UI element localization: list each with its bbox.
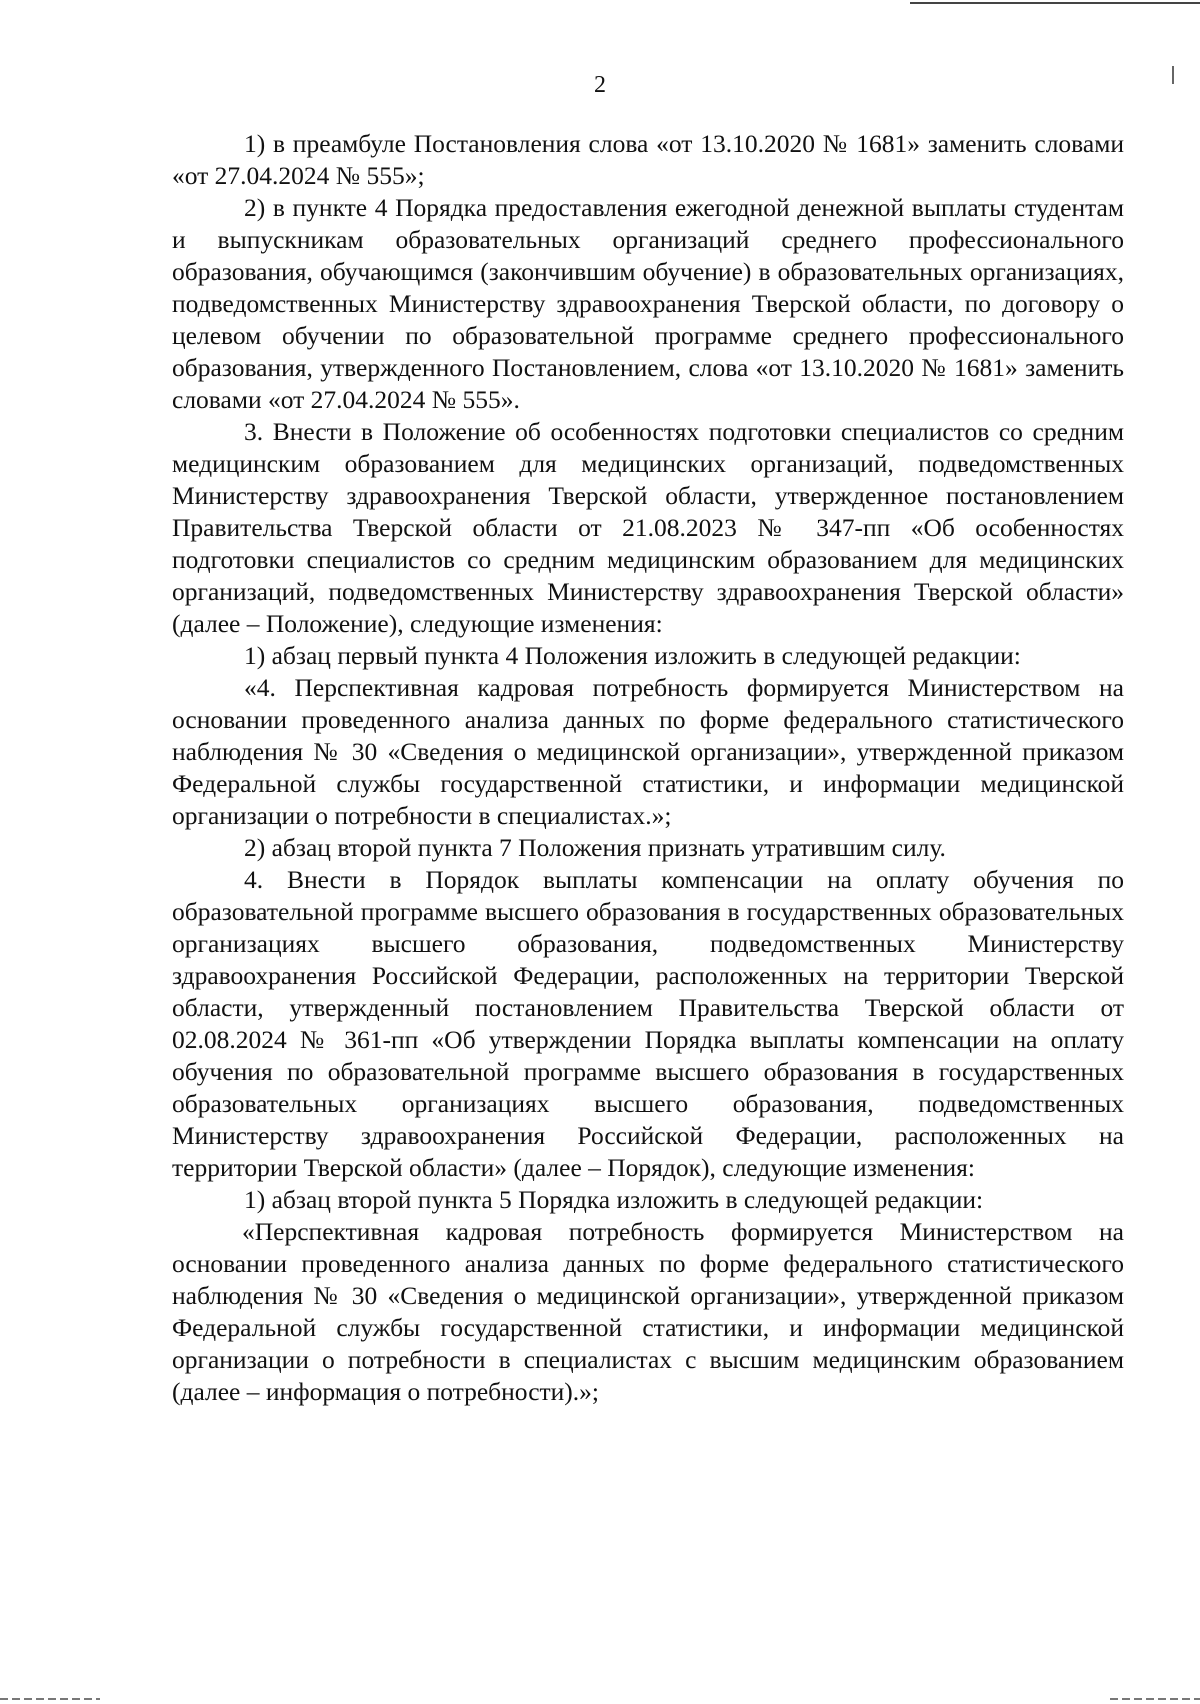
paragraph: «Перспективная кадровая потребность формируется Министерством на основании проведенного анализа данных по форме федерального статистического наблюдения № 30 «Сведения о медицинской организации», утвержденной приказом Федеральной службы государственной статистики, и информации медицинской организации о потребности в специалистах с высшим медицинским образованием (далее – информация о потребности).»; — [172, 1217, 1124, 1406]
paragraph: 2) абзац второй пункта 7 Положения признать утратившим силу. — [244, 833, 946, 862]
scan-edge-mark — [0, 1698, 100, 1700]
paragraph: «4. Перспективная кадровая потребность формируется Министерством на основании проведенного анализа данных по форме федерального статистического наблюдения № 30 «Сведения о медицинской организации», утвержденной приказом Федеральной службы государственной статистики, и информации медицинской организации о потребности в специалистах.»; — [172, 673, 1124, 830]
document-body — [172, 128, 1124, 1408]
page-number: 2 — [594, 72, 606, 98]
paragraph: 1) в преамбуле Постановления слова «от 13.10.2020 № 1681» заменить словами «от 27.04.2024 № 555»; — [172, 129, 1124, 190]
paragraph: 4. Внести в Порядок выплаты компенсации на оплату обучения по образовательной программе высшего образования в государственных образовательных организациях высшего образования, подведомственных Министерству здравоохранения Российской Федерации, расположенных на территории Тверской области, утвержденный постановлением Правительства Тверской области от 02.08.2024 № 361-пп «Об утверждении Порядка выплаты компенсации на оплату обучения по образовательной программе высшего образования в государственных образовательных организациях высшего образования, подведомственных Министерству здравоохранения Российской Федерации, расположенных на территории Тверской области» (далее – Порядок), следующие изменения: — [172, 865, 1124, 1182]
scan-edge-mark — [910, 2, 1200, 4]
paragraph: 1) абзац второй пункта 5 Порядка изложить в следующей редакции: — [244, 1185, 984, 1214]
scan-edge-mark — [1110, 1698, 1200, 1700]
paragraph: 2) в пункте 4 Порядка предоставления ежегодной денежной выплаты студентам и выпускникам образовательных организаций среднего профессионального образования, обучающимся (закончившим обучение) в образовательных организациях, подведомственных Министерству здравоохранения Тверской области, по договору о целевом обучении по образовательной программе среднего профессионального образования, утвержденного Постановлением, слова «от 13.10.2020 № 1681» заменить словами «от 27.04.2024 № 555». — [172, 193, 1124, 414]
paragraph: 1) абзац первый пункта 4 Положения изложить в следующей редакции: — [244, 641, 1021, 670]
paragraph: 3. Внести в Положение об особенностях подготовки специалистов со средним медицинским образованием для медицинских организаций, подведомственных Министерству здравоохранения Тверской области, утвержденное постановлением Правительства Тверской области от 21.08.2023 № 347-пп «Об особенностях подготовки специалистов со средним медицинским образованием для медицинских организаций, подведомственных Министерству здравоохранения Тверской области» (далее – Положение), следующие изменения: — [172, 417, 1124, 638]
